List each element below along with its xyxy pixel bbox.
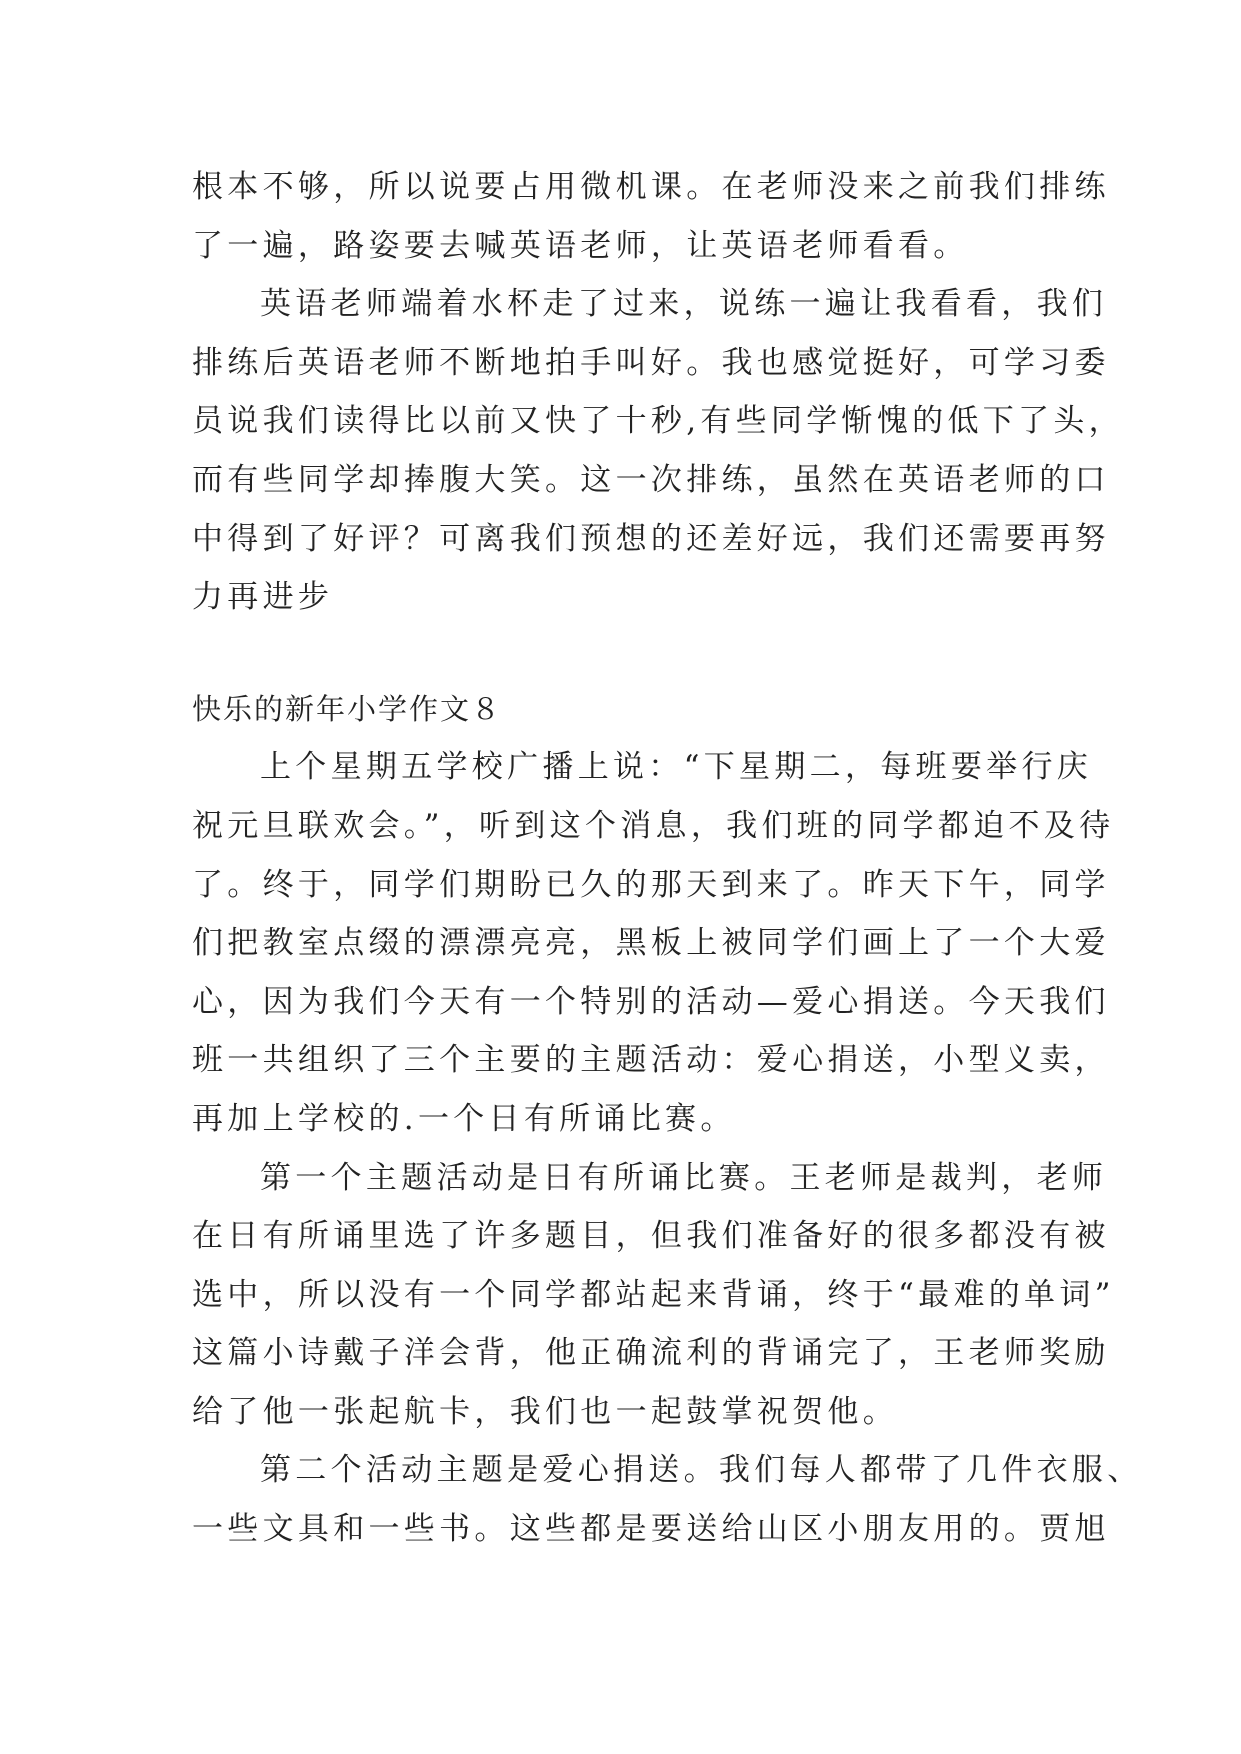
text-line: 祝元旦联欢会。”，听到这个消息，我们班的同学都迫不及待 [192, 807, 1115, 844]
text-line: 这篇小诗戴子洋会背，他正确流利的背诵完了，王老师奖励 [192, 1335, 1110, 1372]
text-line: 力再进步 [192, 579, 334, 616]
document-body [192, 158, 1143, 1559]
text-line: 第二个活动主题是爱心捐送。我们每人都带了几件衣服、 [260, 1452, 1143, 1489]
paragraph-continued [192, 158, 1110, 275]
text-line: 给了他一张起航卡，我们也一起鼓掌祝贺他。 [192, 1393, 898, 1430]
text-line: 再加上学校的.一个日有所诵比赛。 [192, 1100, 736, 1137]
text-line: 中得到了好评？可离我们预想的还差好远，我们还需要再努 [192, 520, 1110, 557]
text-line: 们把教室点缀的漂漂亮亮，黑板上被同学们画上了一个大爱 [192, 925, 1110, 962]
paragraph-second-activity [192, 1441, 1143, 1558]
paragraph-first-activity [192, 1149, 1115, 1442]
text-line: 选中，所以没有一个同学都站起来背诵，终于“最难的单词” [192, 1276, 1115, 1313]
paragraph-teacher [192, 275, 1124, 627]
text-line: 在日有所诵里选了许多题目，但我们准备好的很多都没有被 [192, 1218, 1110, 1255]
text-line: 排练后英语老师不断地拍手叫好。我也感觉挺好，可学习委 [192, 344, 1110, 381]
text-line: 员说我们读得比以前又快了十秒,有些同学惭愧的低下了头， [192, 403, 1124, 440]
section-gap [192, 627, 1052, 680]
section-title: 快乐的新年小学作文８ [192, 691, 503, 726]
text-line: 心，因为我们今天有一个特别的活动—爱心捐送。今天我们 [192, 983, 1110, 1020]
text-line: 班一共组织了三个主要的主题活动：爱心捐送，小型义卖， [192, 1042, 1110, 1079]
text-line: 而有些同学却捧腹大笑。这一次排练，虽然在英语老师的口 [192, 461, 1110, 498]
text-line: 一些文具和一些书。这些都是要送给山区小朋友用的。贾旭 [192, 1511, 1110, 1548]
text-line: 第一个主题活动是日有所诵比赛。王老师是裁判，老师 [260, 1159, 1108, 1196]
text-line: 英语老师端着水杯走了过来，说练一遍让我看看，我们 [260, 286, 1108, 323]
text-line: 了。终于，同学们期盼已久的那天到来了。昨天下午，同学 [192, 866, 1110, 903]
paragraph-intro [192, 738, 1115, 1148]
text-line: 上个星期五学校广播上说：“下星期二，每班要举行庆 [260, 749, 1093, 786]
text-line: 根本不够，所以说要占用微机课。在老师没来之前我们排练 [192, 169, 1110, 205]
text-line: 了一遍，路姿要去喊英语老师，让英语老师看看。 [192, 227, 969, 264]
